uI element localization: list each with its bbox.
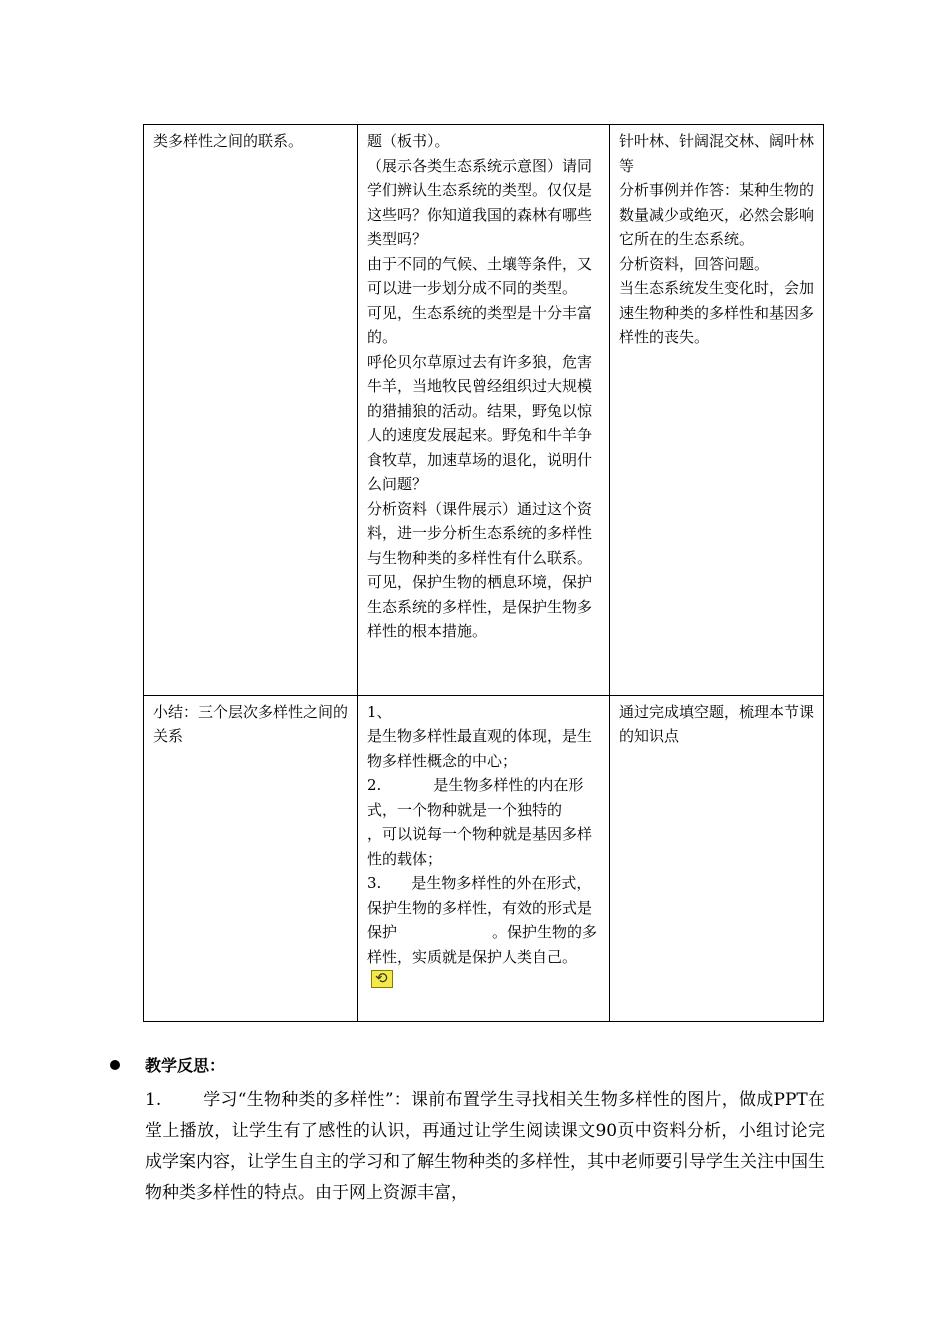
blank-item-1-number: 1、 [367,702,392,721]
lesson-table [143,124,824,1022]
cell-paragraph: 当生态系统发生变化时，会加速生物种类的多样性和基因多样性的丧失。 [619,279,815,346]
blank-item-3-number: 3. [367,874,382,893]
blank-item-2-text: 是生物多样性的内在形式，一个物种就是一个独特的 [367,776,584,819]
blank-item-3 [367,871,601,994]
cell-paragraph: 呼伦贝尔草原过去有许多狼，危害牛羊，当地牧民曾经组织过大规模的猎捕狼的活动。结果，野兔以惊人的速度发展起来。野兔和牛羊争食牧草，加速草场的退化，说明什么问题？ [367,352,593,493]
table-cell [610,125,824,696]
cell-paragraph: 由于不同的气候、土壤等条件，又可以进一步划分成不同的类型。 [367,254,593,297]
blank-item-2-cont: ，可以说每一个物种就是基因多样性的载体； [367,825,593,868]
embedded-object-icon [371,970,393,988]
cell-text: 类多样性之间的联系。 [153,132,304,150]
reflection-paragraph [145,1085,825,1209]
table-cell [610,695,824,1021]
table-cell [144,125,358,696]
table-row [144,125,824,696]
blank-item-2 [367,773,601,822]
table-cell [358,125,610,696]
cell-paragraph: 可见，保护生物的栖息环境，保护生态系统的多样性，是保护生物多样性的根本措施。 [367,573,593,640]
table-row [144,695,824,1021]
cell-paragraph: 可见，生态系统的类型是十分丰富的。 [367,303,593,346]
cell-paragraph: 题（板书）。 [367,132,450,150]
cell-paragraph: 针叶林、针阔混交林、阔叶林等 [619,132,815,175]
blank-item-1-text: 是生物多样性最直观的体现，是生物多样性概念的中心； [367,727,593,770]
bullet-icon [110,1060,120,1070]
blank-item-3-text: 是生物多样性的外在形式，保护生物的多样性，有效的形式是保护 [367,874,593,942]
table-cell [144,695,358,1021]
section-heading: 教学反思： [145,1056,226,1075]
cell-paragraph: （展示各类生态系统示意图）请同学们辨认生态系统的类型。仅仅是这些吗？你知道我国的森林有哪些类型吗？ [367,156,593,248]
paragraph-number: 1. [145,1090,162,1110]
cell-paragraph: 分析资料，回答问题。 [619,254,770,273]
blank-item-2-number: 2. [367,776,382,795]
blank-item-3-cont: 。保护生物的多样性，实质就是保护人类自己。 [367,923,598,966]
cell-paragraph: 分析事例并作答：某种生物的数量减少或绝灭，必然会影响它所在的生态系统。 [619,181,815,248]
cell-text: 小结：三个层次多样性之间的关系 [153,702,349,746]
table-cell [358,695,610,1021]
paragraph-text: 学习“生物种类的多样性”：课前布置学生寻找相关生物多样性的图片，做成PPT在堂上播放，让学生有了感性的认识，再通过让学生阅读课文90页中资料分析，小组讨论完成学案内容，让学生自主的学习和了解生物种类的多样性，其中老师要引导学生关注中国生物种类多样性的特点。由于网上资源丰富， [145,1090,825,1203]
cell-paragraph: 分析资料（课件展示）通过这个资料，进一步分析生态系统的多样性与生物种类的多样性有什么联系。 [367,499,593,567]
cell-text: 通过完成填空题，梳理本节课的知识点 [619,702,815,746]
